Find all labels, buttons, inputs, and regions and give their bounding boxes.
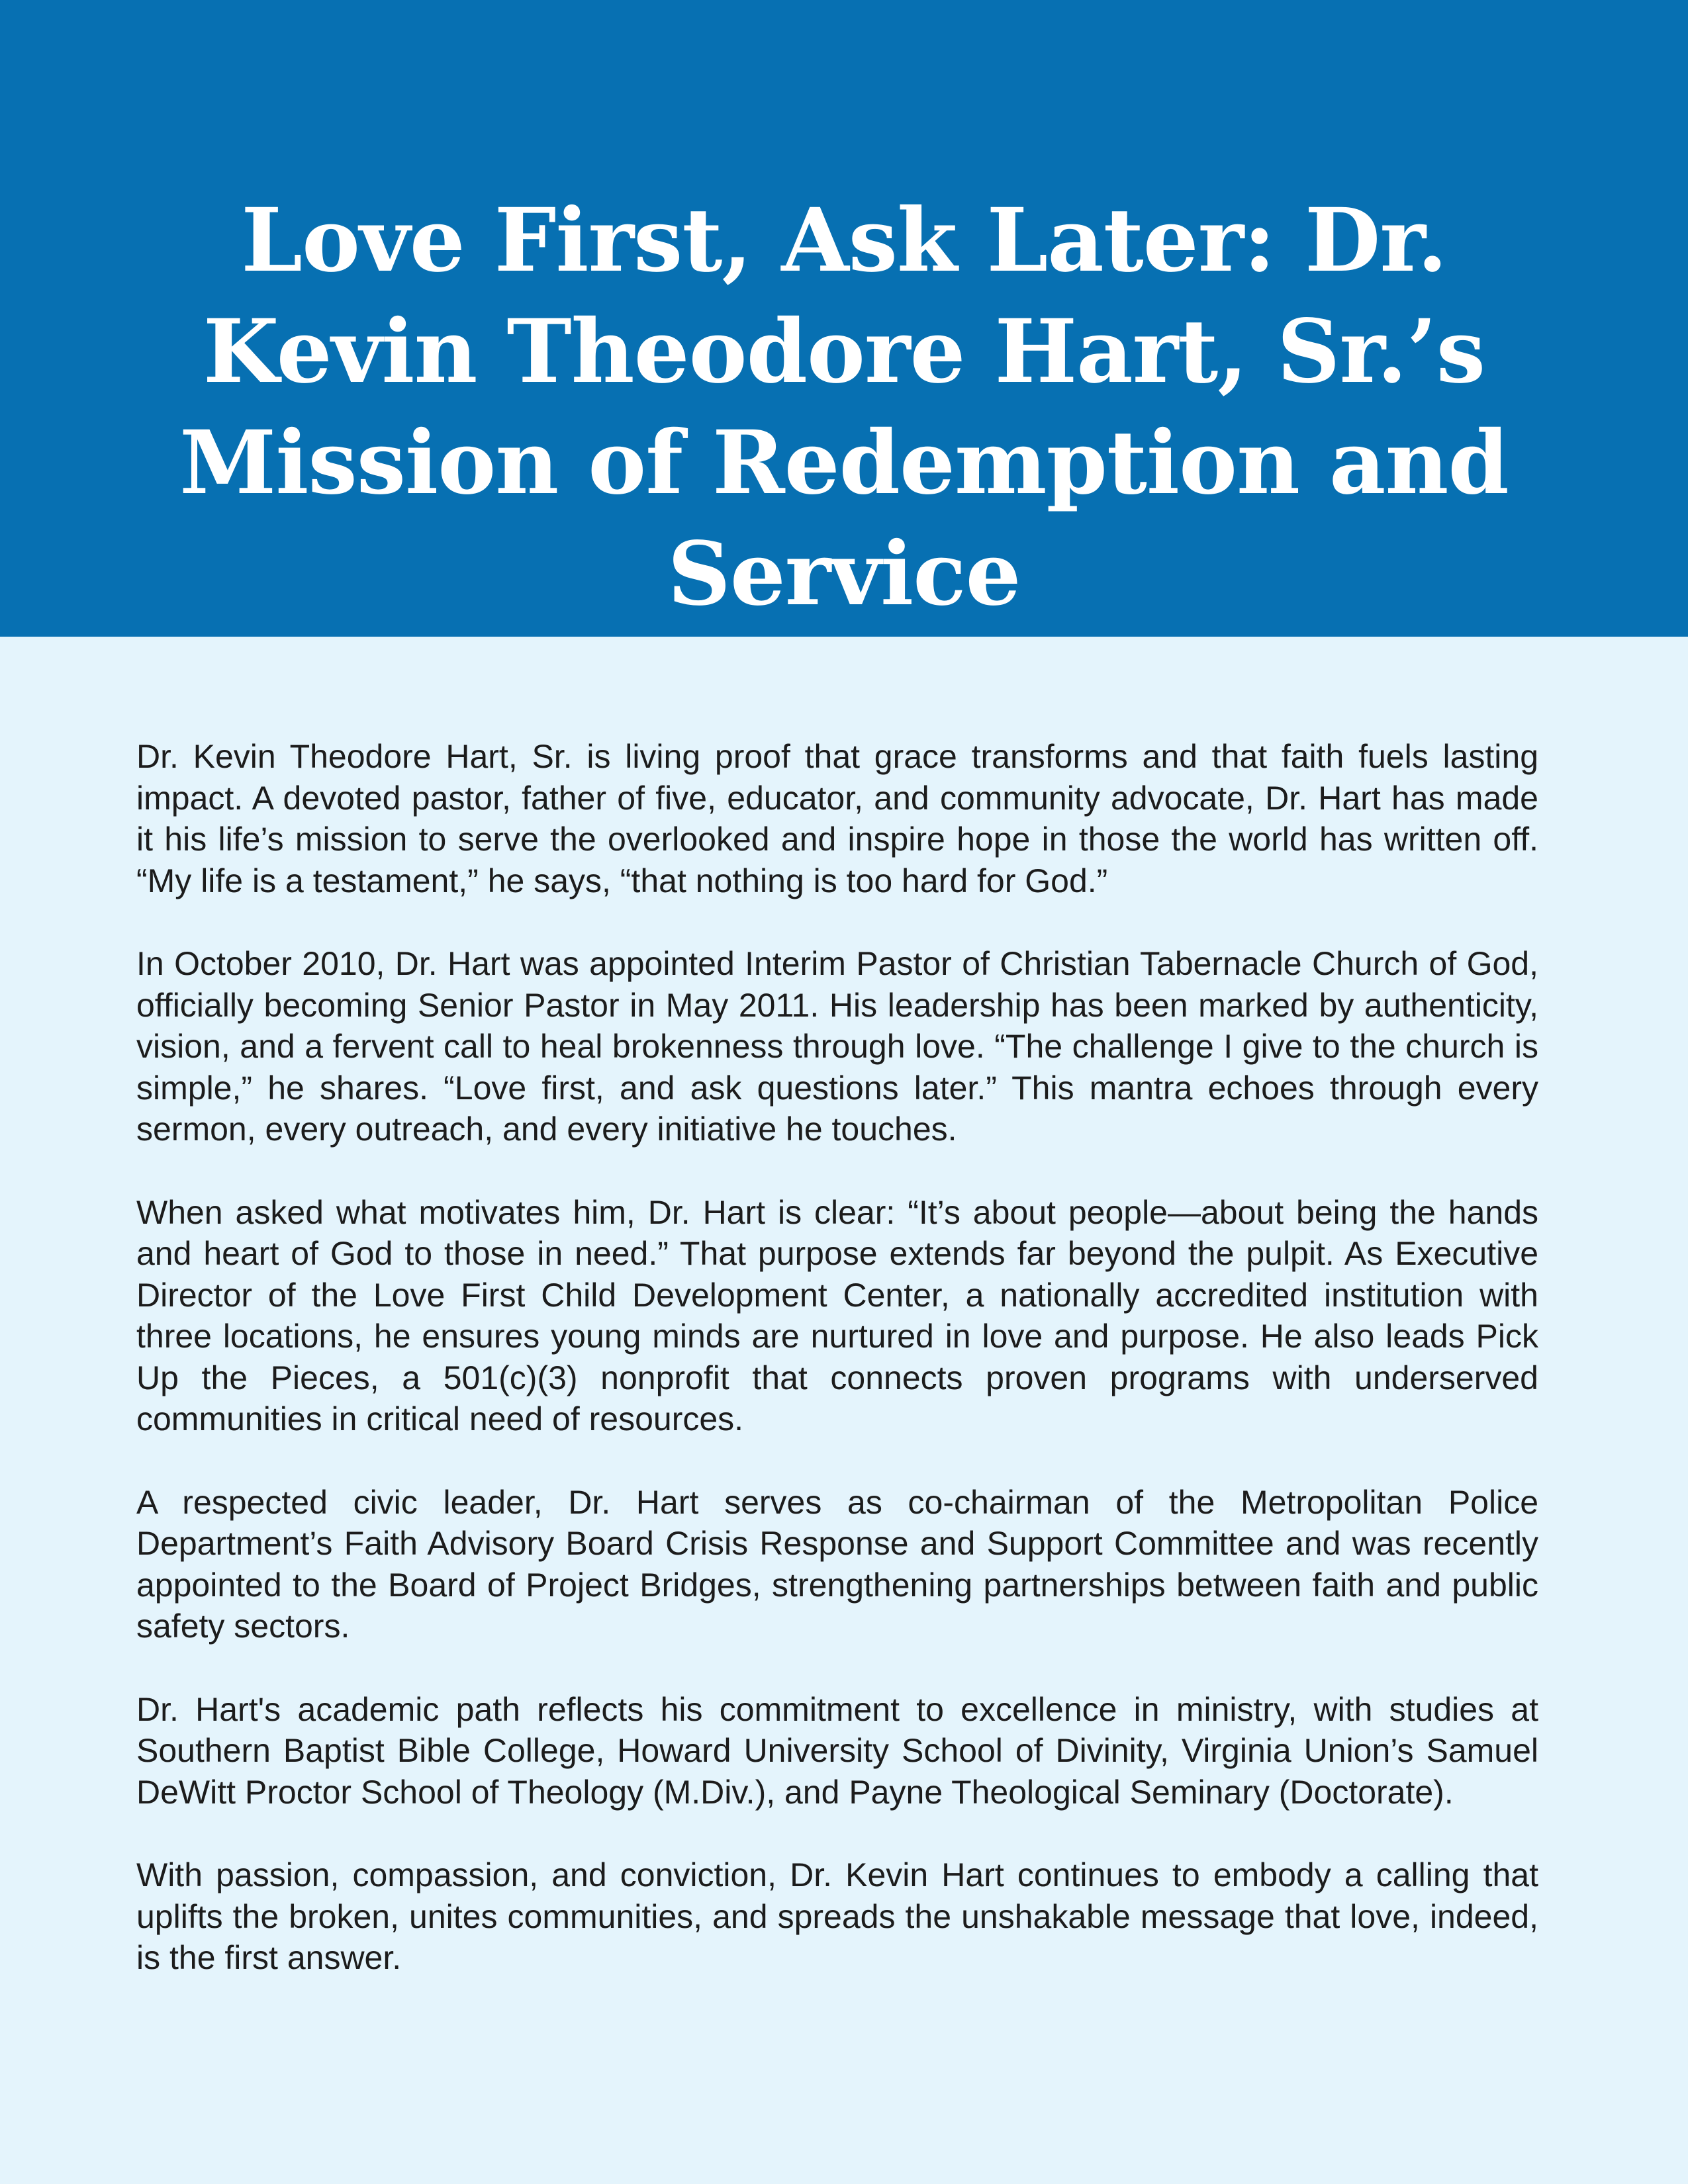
article-paragraph: Dr. Kevin Theodore Hart, Sr. is living proof that grace transforms and that faith fuels lasting impact. A devoted pastor, father of five, educator, and community advocate, Dr. Hart has made it his life’s mission to serve the overlooked and inspire hope in those the world has written off. “My life is a testament,” he says, “that nothing is too hard for God.” [136,738,1538,899]
article-paragraph: With passion, compassion, and conviction, Dr. Kevin Hart continues to embody a calling that uplifts the broken, unites communities, and spreads the unshakable message that love, indeed, is the first answer. [136,1856,1538,1976]
article-paragraph: In October 2010, Dr. Hart was appointed Interim Pastor of Christian Tabernacle Church of God, officially becoming Senior Pastor in May 2011. His leadership has been marked by authenticity, vision, and a fervent call to heal brokenness through love. “The challenge I give to the church is simple,” he shares. “Love first, and ask questions later.” This mantra echoes through every sermon, every outreach, and every initiative he touches. [136,945,1538,1148]
header-banner [0,0,1688,637]
article-paragraph: Dr. Hart's academic path reflects his commitment to excellence in ministry, with studies at Southern Baptist Bible College, Howard University School of Divinity, Virginia Union’s Samuel DeWitt Proctor School of Theology (M.Div.), and Payne Theological Seminary (Doctorate). [136,1690,1538,1811]
page-title: Love First, Ask Later: Dr. Kevin Theodore Hart, Sr.’s Mission of Redemption and Service [179,189,1509,625]
article-paragraph: When asked what motivates him, Dr. Hart is clear: “It’s about people—about being the hands and heart of God to those in need.” That purpose extends far beyond the pulpit. As Executive Director of the Love First Child Development Center, a nationally accredited institution with three locations, he ensures young minds are nurtured in love and purpose. He also leads Pick Up the Pieces, a 501(c)(3) nonprofit that connects proven programs with underserved communities in critical need of resources. [136,1193,1538,1437]
article-paragraph: A respected civic leader, Dr. Hart serves as co-chairman of the Metropolitan Police Department’s Faith Advisory Board Crisis Response and Support Committee and was recently appointed to the Board of Project Bridges, strengthening partnerships between faith and public safety sectors. [136,1483,1538,1645]
article-body [136,736,1538,1979]
